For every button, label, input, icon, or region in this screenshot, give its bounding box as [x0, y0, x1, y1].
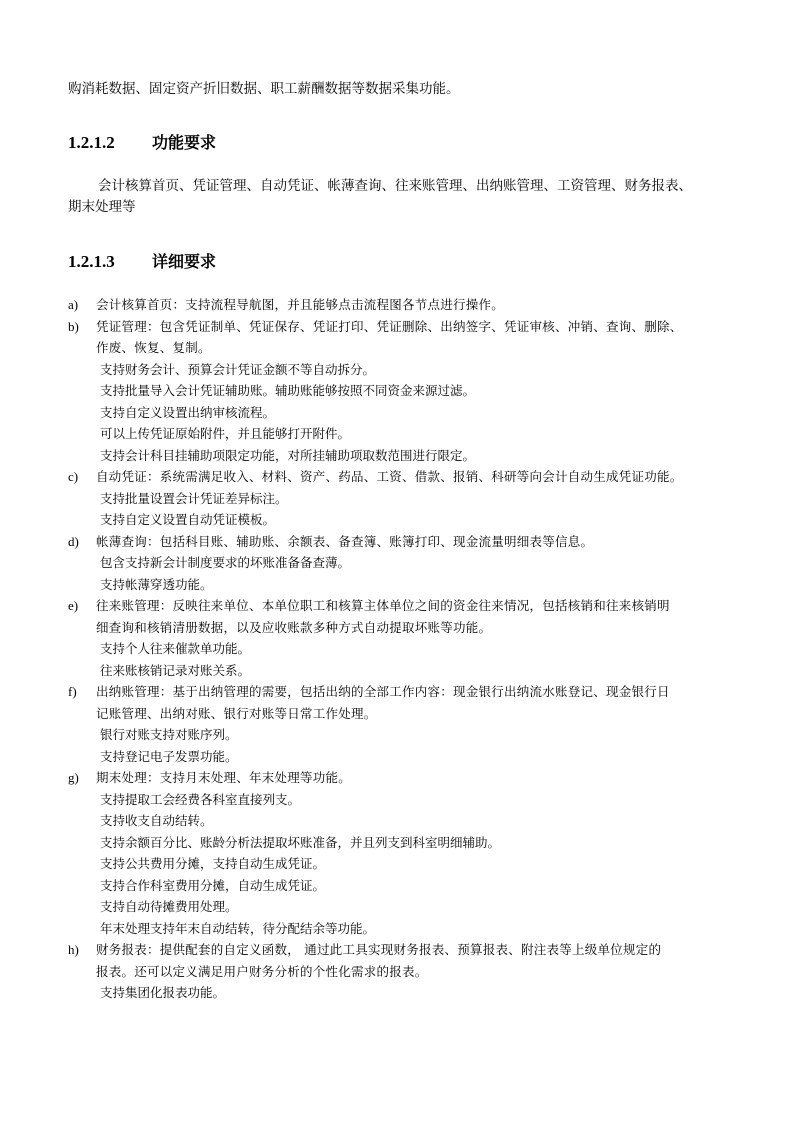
- list-item-subline: 支持集团化报表功能。: [100, 985, 226, 1000]
- list-marker: h): [68, 942, 79, 957]
- list-item-line: 帐薄查询：包括科目账、辅助账、余额表、备查簿、账簿打印、现金流量明细表等信息。: [96, 533, 594, 549]
- list-item-subline: 往来账核销记录对账关系。: [100, 662, 251, 678]
- list-item-line: 会计核算首页：支持流程导航图，并且能够点击流程图各节点进行操作。: [96, 297, 505, 312]
- requirements-list: [68, 294, 738, 1004]
- list-item-subline: 支持财务会计、预算会计凭证金额不等自动拆分。: [100, 361, 376, 377]
- section-number: 1.2.1.3: [68, 252, 115, 271]
- list-item-subline: 年末处理支持年末自动结转，待分配结余等功能。: [100, 920, 376, 936]
- list-item-subline: 支持帐薄穿透功能。: [100, 576, 213, 592]
- list-item-subline: 支持会计科目挂辅助项限定功能，对所挂辅助项取数范围进行限定。: [100, 447, 476, 463]
- list-item-subline: 支持登记电子发票功能。: [100, 748, 238, 764]
- list-item-line: 作废、恢复、复制。: [96, 340, 211, 355]
- list-item-subline: 可以上传凭证原始附件，并且能够打开附件。: [100, 426, 351, 441]
- list-item: [68, 294, 738, 316]
- list-item-subline: 支持自定义设置出纳审核流程。: [100, 404, 276, 420]
- list-item: [68, 767, 738, 939]
- paragraph-line: 期末处理等: [68, 199, 136, 215]
- list-item: [68, 595, 738, 681]
- list-marker: g): [68, 770, 79, 785]
- list-item-text: [96, 595, 738, 638]
- list-item-text: [96, 767, 738, 789]
- list-item: [68, 466, 738, 531]
- list-item-line: 凭证管理：包含凭证制单、凭证保存、凭证打印、凭证删除、出纳签字、凭证审核、冲销、查询、删除、: [96, 318, 683, 334]
- list-item-line: 记账管理、出纳对账、银行对账等日常工作处理。: [96, 705, 377, 721]
- list-item-subline: 支持自动待摊费用处理。: [100, 899, 238, 914]
- section-heading-detailed-requirements: [68, 249, 216, 272]
- section-heading-functional-requirements: [68, 130, 216, 153]
- list-item: [68, 316, 738, 467]
- paragraph-line: 会计核算首页、凭证管理、自动凭证、帐薄查询、往来账管理、出纳账管理、工资管理、财务报表、: [98, 178, 692, 194]
- list-item-text: [96, 939, 738, 982]
- list-item-subline: 支持批量导入会计凭证辅助账。辅助账能够按照不同资金来源过滤。: [100, 383, 476, 398]
- list-item-subline: 支持提取工会经费各科室直接列支。: [100, 791, 301, 807]
- section-title: 功能要求: [152, 133, 217, 152]
- list-item-text: [96, 294, 738, 316]
- list-item-line: 细查询和核销清册数据，以及应收账款多种方式自动提取坏账等功能。: [96, 619, 492, 635]
- section-title: 详细要求: [152, 252, 217, 271]
- list-item-subline: 支持自定义设置自动凭证模板。: [100, 512, 276, 527]
- list-item-subline: 支持收支自动结转。: [100, 813, 213, 828]
- list-item: [68, 531, 738, 596]
- list-item-subline: 支持合作科室费用分摊，自动生成凭证。: [100, 877, 326, 893]
- section-number: 1.2.1.2: [68, 133, 115, 152]
- list-item-text: [96, 681, 738, 724]
- list-item: [68, 681, 738, 767]
- list-marker: b): [68, 318, 79, 334]
- list-item-line: 自动凭证：系统需满足收入、材料、资产、药品、工资、借款、报销、科研等向会计自动生成凭证功能。: [96, 469, 683, 484]
- list-item-line: 往来账管理：反映往来单位、本单位职工和核算主体单位之间的资金往来情况，包括核销和往来核销明: [96, 598, 670, 613]
- list-item-line: 期末处理：支持月末处理、年末处理等功能。: [96, 770, 352, 785]
- list-item-subline: 支持批量设置会计凭证差异标注。: [100, 490, 288, 506]
- list-marker: e): [68, 598, 79, 613]
- functional-requirements-paragraph: [68, 176, 728, 218]
- list-item-line: 报表。还可以定义满足用户财务分析的个性化需求的报表。: [96, 963, 428, 979]
- list-item-subline: 支持个人往来催款单功能。: [100, 641, 251, 656]
- list-item-text: [96, 466, 738, 488]
- list-item-text: [96, 531, 738, 553]
- list-marker: a): [68, 297, 79, 312]
- intro-paragraph: 购消耗数据、固定资产折旧数据、职工薪酬数据等数据采集功能。: [68, 81, 460, 97]
- list-marker: d): [68, 533, 79, 549]
- list-item-text: [96, 316, 738, 359]
- list-item-subline: 银行对账支持对账序列。: [100, 727, 238, 742]
- list-item-line: 财务报表：提供配套的自定义函数， 通过此工具实现财务报表、预算报表、附注表等上级单位规定的: [96, 942, 662, 957]
- list-item: [68, 939, 738, 1004]
- list-item-subline: 包含支持新会计制度要求的坏账准备备查薄。: [100, 555, 351, 570]
- list-marker: f): [68, 684, 77, 699]
- list-item-line: 出纳账管理：基于出纳管理的需要，包括出纳的全部工作内容：现金银行出纳流水账登记、现金银行日: [96, 684, 670, 699]
- list-item-subline: 支持余额百分比、账龄分析法提取坏账准备，并且列支到科室明细辅助。: [100, 834, 501, 850]
- list-marker: c): [68, 469, 79, 484]
- list-item-subline: 支持公共费用分摊，支持自动生成凭证。: [100, 856, 326, 871]
